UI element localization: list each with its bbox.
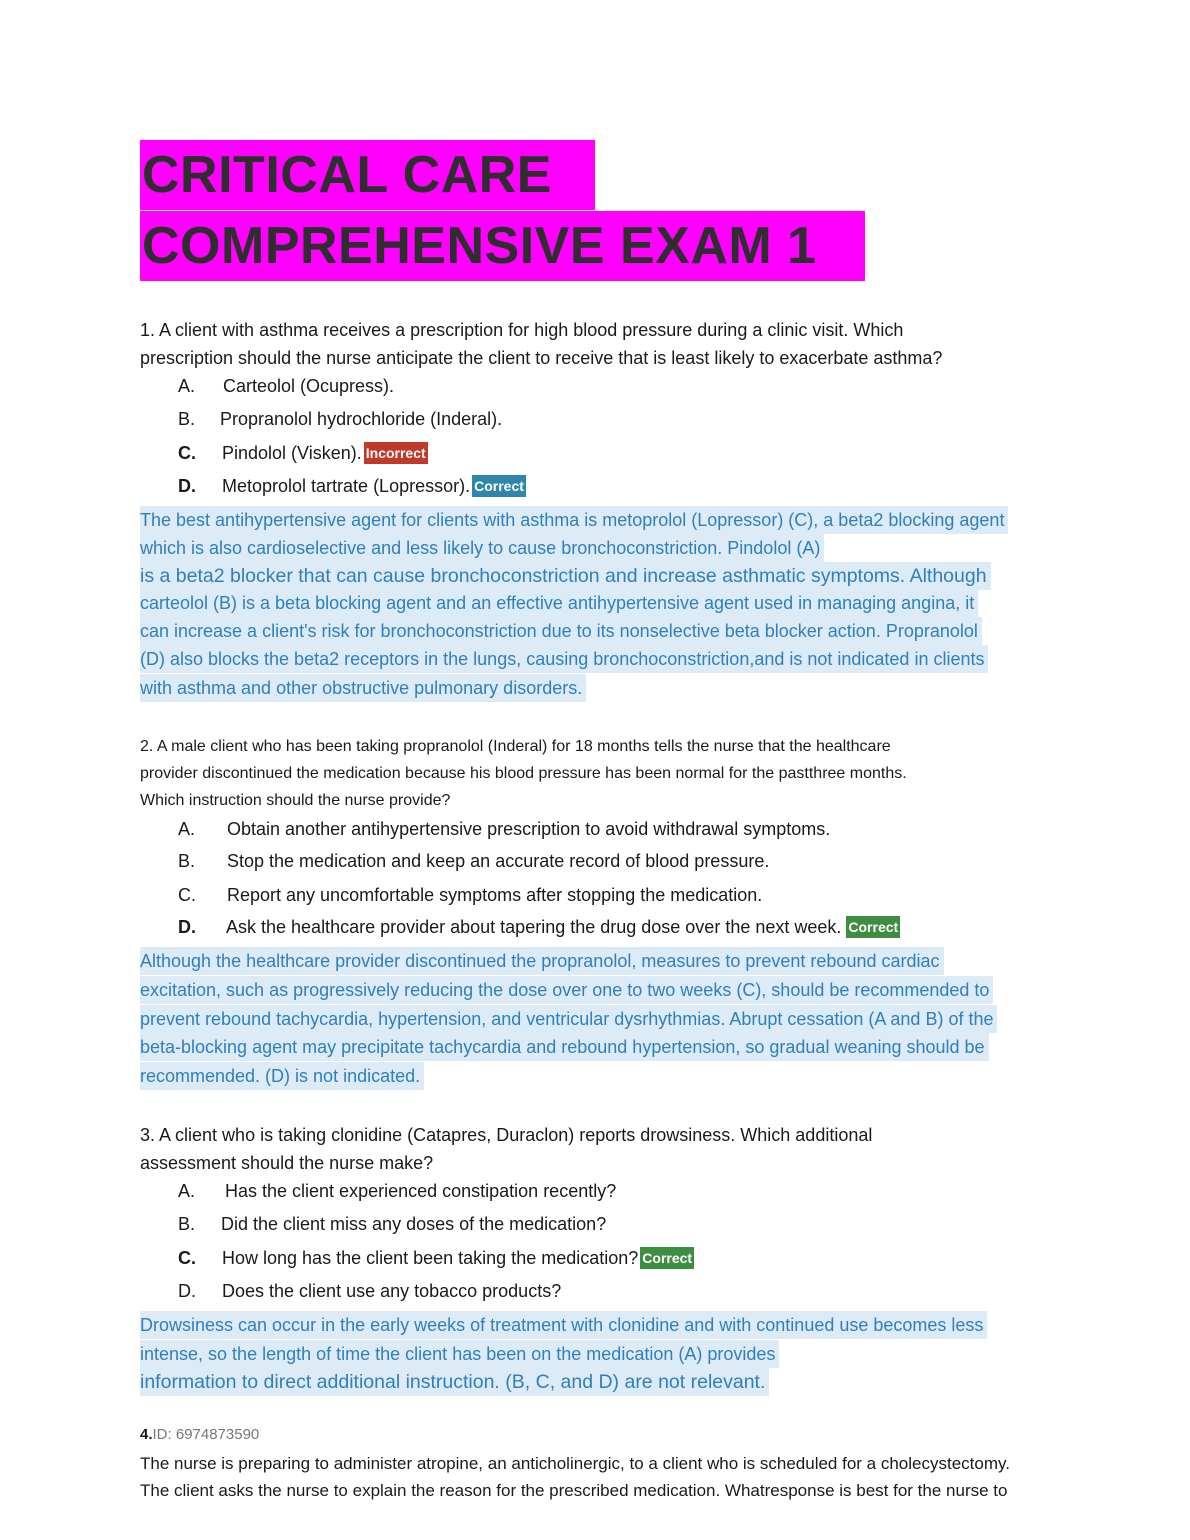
question-2-option-b[interactable] xyxy=(178,849,769,873)
question-3-explanation-line-2: intense, so the length of time the client has been on the medication (A) provides xyxy=(140,1340,779,1368)
option-text: Carteolol (Ocupress). xyxy=(223,376,395,396)
option-text: Does the client use any tobacco products? xyxy=(222,1281,562,1301)
question-2-option-a[interactable] xyxy=(178,817,830,841)
option-letter: D. xyxy=(178,917,196,937)
question-1-explanation-line-4: carteolol (B) is a beta blocking agent and an effective antihypertensive agent used in managing angina, it xyxy=(140,589,978,617)
question-2-text-line-3: Which instruction should the nurse provide? xyxy=(140,792,451,809)
option-letter: A. xyxy=(178,1181,196,1201)
option-letter: D. xyxy=(178,1281,196,1301)
question-2-text-line-2: provider discontinued the medication because his blood pressure has been normal for the pastthree months. xyxy=(140,765,907,782)
option-text: Ask the healthcare provider about tapering the drug dose over the next week. xyxy=(226,917,842,937)
question-id-text: ID: 6974873590 xyxy=(152,1426,260,1443)
option-letter: C. xyxy=(178,1248,196,1268)
question-1-text-line-2: prescription should the nurse anticipate the client to receive that is least likely to exacerbate asthma? xyxy=(140,348,943,368)
correct-badge: Correct xyxy=(472,475,526,497)
question-1-explanation-line-2: which is also cardioselective and less likely to cause bronchoconstriction. Pindolol (A) xyxy=(140,534,824,562)
option-text: Stop the medication and keep an accurate record of blood pressure. xyxy=(227,851,770,871)
page-title-line-2: COMPREHENSIVE EXAM 1 xyxy=(140,211,865,281)
option-text: Metoprolol tartrate (Lopressor). xyxy=(222,476,471,496)
question-1-option-a[interactable] xyxy=(178,374,394,398)
option-text: Obtain another antihypertensive prescription to avoid withdrawal symptoms. xyxy=(227,819,831,839)
option-letter: C. xyxy=(178,885,196,905)
question-3-text-line-2: assessment should the nurse make? xyxy=(140,1153,434,1173)
option-letter: C. xyxy=(178,443,196,463)
question-1-option-c[interactable] xyxy=(178,441,428,465)
question-4-text-line-1: The nurse is preparing to administer atropine, an anticholinergic, to a client who is scheduled for a cholecystectomy. xyxy=(140,1454,1010,1473)
question-3-option-d[interactable] xyxy=(178,1279,561,1303)
question-3-option-b[interactable] xyxy=(178,1212,606,1236)
question-1-text-line-1: 1. A client with asthma receives a prescription for high blood pressure during a clinic visit. Which xyxy=(140,320,904,340)
question-2-explanation-line-1: Although the healthcare provider discontinued the propranolol, measures to prevent rebound cardiac xyxy=(140,947,944,975)
option-letter: B. xyxy=(178,409,196,429)
question-2-option-c[interactable] xyxy=(178,883,762,907)
option-letter: A. xyxy=(178,819,196,839)
question-1-option-b[interactable] xyxy=(178,407,502,431)
option-letter: B. xyxy=(178,851,196,871)
option-text: Did the client miss any doses of the medication? xyxy=(221,1214,607,1234)
question-3-option-a[interactable] xyxy=(178,1179,616,1203)
question-2-text-line-1: 2. A male client who has been taking propranolol (Inderal) for 18 months tells the nurse that the healthcare xyxy=(140,738,891,755)
question-1-explanation-line-1: The best antihypertensive agent for clients with asthma is metoprolol (Lopressor) (C), a beta2 blocking agent xyxy=(140,506,1008,534)
question-2-explanation-line-4: beta-blocking agent may precipitate tachycardia and rebound hypertension, so gradual weaning should be xyxy=(140,1033,989,1061)
question-1-option-d[interactable] xyxy=(178,474,526,498)
page-title-line-1: CRITICAL CARE xyxy=(140,140,595,210)
option-text: How long has the client been taking the medication? xyxy=(222,1248,639,1268)
question-2-explanation-line-2: excitation, such as progressively reducing the dose over one to two weeks (C), should be recommended to xyxy=(140,976,993,1004)
option-letter: D. xyxy=(178,476,196,496)
option-text: Report any uncomfortable symptoms after stopping the medication. xyxy=(227,885,763,905)
question-1-explanation-line-3: is a beta2 blocker that can cause bronchoconstriction and increase asthmatic symptoms. Although xyxy=(140,562,991,590)
option-text: Pindolol (Visken). xyxy=(222,443,362,463)
correct-badge: Correct xyxy=(640,1247,694,1269)
question-4-number: 4. xyxy=(140,1426,153,1443)
question-2-explanation-line-3: prevent rebound tachycardia, hypertension, and ventricular dysrhythmias. Abrupt cessation (A and B) of the xyxy=(140,1005,997,1033)
incorrect-badge: Incorrect xyxy=(364,442,428,464)
question-1-explanation-line-6: (D) also blocks the beta2 receptors in the lungs, causing bronchoconstriction,and is not indicated in clients xyxy=(140,645,988,673)
question-4-id xyxy=(140,1426,259,1443)
option-text: Propranolol hydrochloride (Inderal). xyxy=(220,409,503,429)
question-1-explanation-line-5: can increase a client's risk for bronchoconstriction due to its nonselective beta blocker action. Propranolol xyxy=(140,617,982,645)
option-text: Has the client experienced constipation recently? xyxy=(225,1181,617,1201)
question-3-option-c[interactable] xyxy=(178,1246,694,1270)
question-3-explanation-line-1: Drowsiness can occur in the early weeks of treatment with clonidine and with continued use becomes less xyxy=(140,1311,987,1339)
question-4-text-line-2: The client asks the nurse to explain the reason for the prescribed medication. Whatresponse is best for the nurse to xyxy=(140,1481,1008,1500)
question-1-explanation-line-7: with asthma and other obstructive pulmonary disorders. xyxy=(140,674,586,702)
question-3-text-line-1: 3. A client who is taking clonidine (Catapres, Duraclon) reports drowsiness. Which additional xyxy=(140,1125,873,1145)
question-2-option-d[interactable] xyxy=(178,915,900,939)
correct-badge: Correct xyxy=(846,916,900,938)
option-letter: A. xyxy=(178,376,196,396)
question-2-explanation-line-5: recommended. (D) is not indicated. xyxy=(140,1062,424,1090)
question-3-explanation-line-3: information to direct additional instruction. (B, C, and D) are not relevant. xyxy=(140,1368,769,1396)
option-letter: B. xyxy=(178,1214,196,1234)
